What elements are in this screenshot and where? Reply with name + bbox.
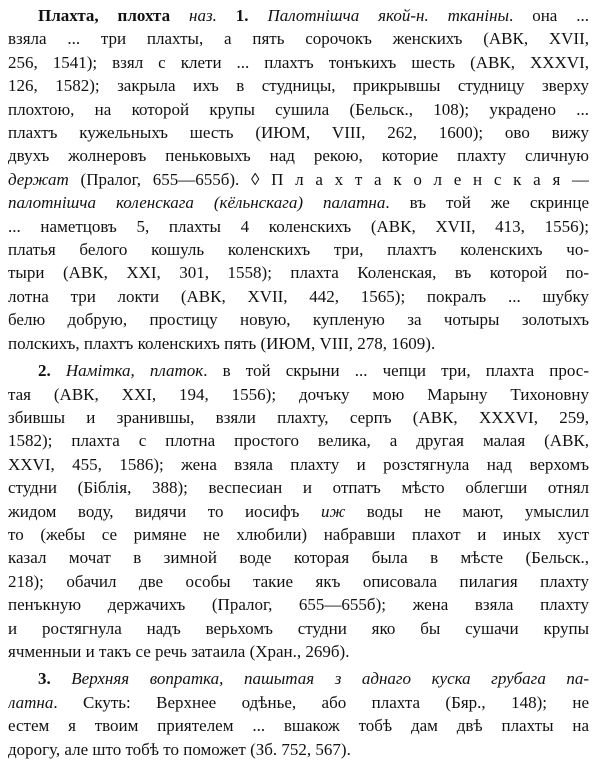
- text-run: (Пралог, 655—655б). ◊ П л а х т а к о л е н с к а я —: [68, 169, 589, 189]
- text-line: [8, 714, 589, 737]
- text-line: [8, 4, 589, 27]
- text-run: 1582); плахта с плотна простого велика, а другая малая (АВК,: [8, 431, 589, 451]
- text-line: [8, 667, 589, 690]
- text-line: [8, 215, 589, 238]
- text-line: [8, 238, 589, 261]
- bold-text: 1.: [235, 6, 249, 25]
- text-line: [8, 406, 589, 429]
- italic-text: наз.: [189, 6, 217, 25]
- text-line: [8, 285, 589, 308]
- text-line: [8, 738, 589, 761]
- text-run: 256, 1541); взял с клети ... плахтъ тонъкихъ шесть (АВК, XXXVI,: [8, 52, 589, 72]
- text-line: [8, 640, 589, 663]
- italic-text: держат: [8, 169, 69, 189]
- bold-text: Плахта, плохта: [38, 6, 171, 25]
- text-line: [8, 523, 589, 546]
- text-run: ... наметцовъ 5, плахты 4 коленскихъ (АВК, XVII, 413, 1556);: [8, 216, 589, 236]
- text-run: . Скуть: Верхнее одѣнье, або плахта (Бяр., 148); не: [53, 692, 589, 712]
- italic-text: Намітка, платок: [65, 361, 204, 381]
- text-run: белю добрую, простицу новую, купленую за чотыры золотыхъ: [8, 310, 589, 330]
- text-line: [8, 593, 589, 616]
- text-run: воды не мают, умыслил: [345, 501, 589, 521]
- text-run: то (жебы се римяне не хлюбили) набравши плахот и иных хуст: [8, 524, 589, 544]
- italic-text: Верхняя вопратка, пашытая з аднаго куска грубага па-: [71, 669, 589, 689]
- text-run: тыри (АВК, XXI, 301, 1558); плахта Коленская, въ которой по-: [8, 263, 589, 283]
- text-run: лотна три локти (АВК, XVII, 442, 1565); покралъ ... шубку: [8, 286, 589, 306]
- bold-text: 3.: [38, 669, 51, 689]
- text-line: [8, 500, 589, 523]
- text-line: [8, 429, 589, 452]
- text-line: [8, 453, 589, 476]
- text-run: плохтою, на которой крупы сушила (Бельск., 108); украдено ...: [8, 99, 589, 119]
- text-line: [8, 144, 589, 167]
- text-line: [8, 332, 589, 355]
- text-run: естем я твоим приятелем: [8, 716, 234, 736]
- text-run: (Зб. 752, 567).: [245, 739, 351, 759]
- bold-text: 2.: [38, 361, 51, 381]
- text-run: [217, 6, 236, 25]
- text-line: [8, 308, 589, 331]
- text-run: . въ той же скринце: [385, 193, 589, 213]
- text-run: тая (АВК, XXI, 194, 1556); дочъку мою Марыну Тихоновну: [8, 384, 589, 404]
- text-run: 218); обачил две особы такие якъ описовала пилагия плахту: [8, 571, 589, 591]
- text-run: [170, 6, 189, 25]
- text-line: [8, 74, 589, 97]
- text-run: [249, 6, 268, 25]
- italic-text: Палотнішча якой-н. тканіны: [267, 6, 510, 25]
- text-run: [51, 361, 66, 380]
- italic-text: иж: [320, 501, 346, 521]
- text-run: . в той скрыни ... чепци три, плахта прос-: [203, 361, 589, 381]
- text-run: дорогу, але што тобѣ то поможет: [8, 739, 246, 759]
- text-line: [8, 570, 589, 593]
- text-line: [8, 51, 589, 74]
- text-run: казал мочат в зимной воде которая была в мѣсте (Бельск.,: [8, 548, 589, 568]
- text-run: взяла ... три плахты, а пять сорочокъ женскихъ (АВК, XVII,: [8, 29, 589, 49]
- text-run: студни (Біблія, 388); веспесиан и отпатъ мѣсто облегши отнял: [8, 478, 589, 498]
- text-run: жидом воду, видячи то иосифъ: [8, 501, 321, 521]
- text-run: . она ...: [509, 6, 589, 25]
- text-line: [8, 27, 589, 50]
- text-line: [8, 191, 589, 214]
- text-line: [8, 98, 589, 121]
- italic-text: палотнішча коленскага (кёльнскага) палатна: [8, 193, 386, 213]
- text-run: ... вшакож тобѣ дам двѣ плахты на: [233, 716, 589, 736]
- text-run: 126, 1582); закрыла ихъ в студницы, прикрывшы студницу зверху: [8, 76, 589, 96]
- text-run: полскихъ, плахтъ коленскихъ пять (ИЮМ, VIII, 278, 1609).: [8, 333, 436, 353]
- italic-text: латна: [8, 692, 54, 712]
- text-run: и ростягнула надъ верьхомъ студни яко бы сушачи крупы: [8, 618, 589, 638]
- text-run: [51, 669, 72, 688]
- text-run: плахтъ кужельныхъ шесть (ИЮМ, VIII, 262, 1600); ово вижу: [8, 123, 589, 143]
- text-run: XXVI, 455, 1586); жена взяла плахту и розстягнула над верхомъ: [8, 454, 589, 474]
- text-run: ячменныи и такъ се речь затаила (Хран., 269б).: [8, 641, 350, 661]
- text-line: [8, 359, 589, 382]
- text-line: [8, 476, 589, 499]
- text-line: [8, 546, 589, 569]
- text-line: [8, 121, 589, 144]
- text-line: [8, 691, 589, 714]
- text-line: [8, 261, 589, 284]
- text-line: [8, 617, 589, 640]
- text-line: [8, 168, 589, 191]
- text-run: двухъ жолнеровъ пеньковыхъ над рекою, которие плахту сличную: [8, 146, 589, 166]
- text-run: пенъкную держачихъ (Пралог, 655—655б); жена взяла плахту: [8, 595, 589, 615]
- text-line: [8, 383, 589, 406]
- text-run: платья белого кошуль коленскихъ три, плахтъ коленскихъ чо-: [8, 240, 589, 260]
- text-run: збившы и зранившы, взяли плахту, серпъ (АВК, XXXVI, 259,: [8, 407, 589, 427]
